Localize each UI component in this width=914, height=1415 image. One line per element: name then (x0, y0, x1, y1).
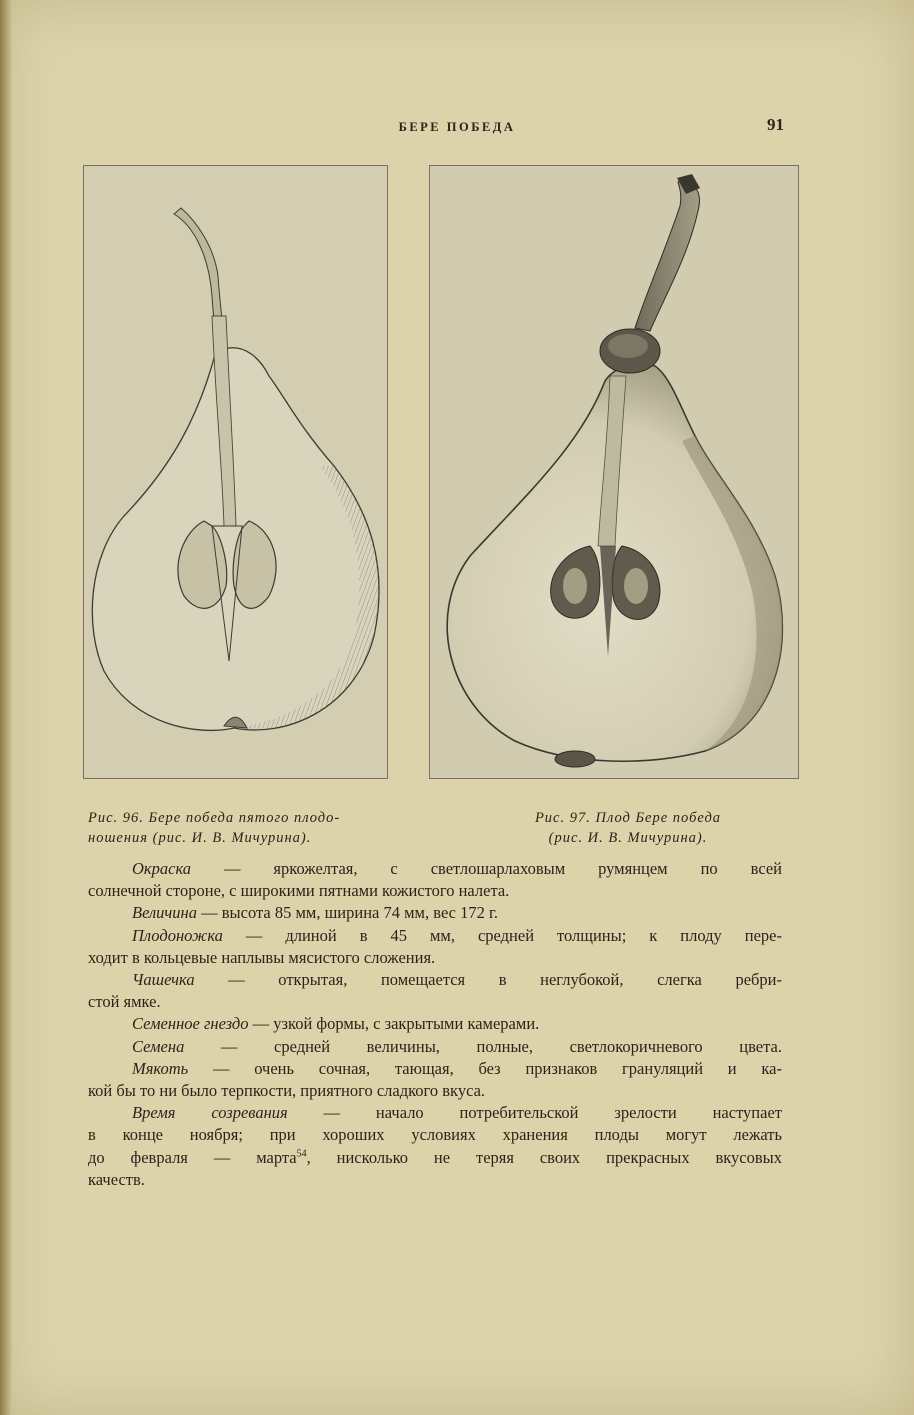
paragraph-flesh (88, 1058, 782, 1102)
paragraph-flesh-line-1: — очень сочная, тающая, без признаков грануляций и ка- (188, 1058, 782, 1078)
paragraph-color-line-2: солнечной стороне, с широкими пятнами кожистого налета. (88, 881, 510, 901)
term-flesh: Мякоть (132, 1058, 189, 1078)
paragraph-ripening-line-3a: до февраля — марта (88, 1147, 297, 1167)
term-ripening: Время созревания (132, 1103, 288, 1123)
description-text (88, 858, 782, 1191)
figure-96-caption (88, 808, 398, 848)
paragraph-seed-nest (88, 1013, 782, 1035)
figure-96-illustration (83, 165, 388, 779)
paragraph-ripening-line-1: — начало потребительской зрелости наступает (287, 1103, 782, 1123)
figure-96-caption-line-2: ношения (рис. И. В. Мичурина). (88, 830, 312, 846)
page-number: 91 (767, 115, 784, 134)
figure-96-caption-line-1: Рис. 96. Бере победа пятого плодо- (88, 810, 341, 826)
term-color: Окраска (132, 859, 192, 878)
paragraph-flesh-line-2: кой бы то ни было терпкости, приятного сладкого вкуса. (88, 1081, 486, 1101)
paragraph-ripening (88, 1102, 782, 1191)
paragraph-ripening-line-4: качеств. (88, 1169, 145, 1189)
paragraph-ripening-line-3b: , нисколько не теряя своих прекрасных вкусовых (306, 1147, 782, 1167)
pear-drawing-96 (84, 166, 387, 778)
paragraph-size-line-1: — высота 85 мм, ширина 74 мм, вес 172 г. (197, 903, 499, 923)
term-stalk: Плодоножка (132, 925, 223, 945)
paragraph-color (88, 858, 782, 902)
pear-drawing-97 (430, 166, 798, 778)
paragraph-calyx-line-1: — открытая, помещается в неглубокой, слегка ребри- (194, 970, 782, 990)
running-title: БЕРЕ ПОБЕДА (398, 120, 516, 134)
figure-97-caption-line-1: Рис. 97. Плод Бере победа (534, 810, 722, 826)
paragraph-seed-nest-line-1: — узкой формы, с закрытыми камерами. (248, 1014, 540, 1034)
term-size: Величина (132, 903, 197, 923)
paragraph-seeds (88, 1036, 782, 1058)
paragraph-size (88, 902, 782, 924)
term-seed-nest: Семенное гнездо (132, 1014, 249, 1034)
paragraph-stalk-line-1: — длиной в 45 мм, средней толщины; к плоду пере- (222, 925, 782, 945)
paragraph-calyx (88, 969, 782, 1013)
term-calyx: Чашечка (132, 970, 195, 990)
paragraph-calyx-line-2: стой ямке. (88, 992, 161, 1012)
paragraph-color-line-1: — яркожелтая, с светлошарлаховым румянцем по всей (191, 859, 782, 878)
figure-97-illustration (429, 165, 799, 779)
footnote-marker-54: 54 (296, 1148, 307, 1160)
paragraph-seeds-line-1: — средней величины, полные, светлокоричневого цвета. (184, 1036, 782, 1056)
paragraph-stalk (88, 925, 782, 969)
paragraph-stalk-line-2: ходит в кольцевые наплывы мясистого сложения. (88, 947, 436, 967)
term-seeds: Семена (132, 1036, 185, 1056)
page-binding-edge (0, 0, 12, 1415)
figure-97-caption (478, 808, 778, 848)
figure-97-caption-line-2: (рис. И. В. Мичурина). (548, 830, 708, 846)
paragraph-ripening-line-2: в конце ноября; при хороших условиях хранения плоды могут лежать (88, 1125, 782, 1145)
